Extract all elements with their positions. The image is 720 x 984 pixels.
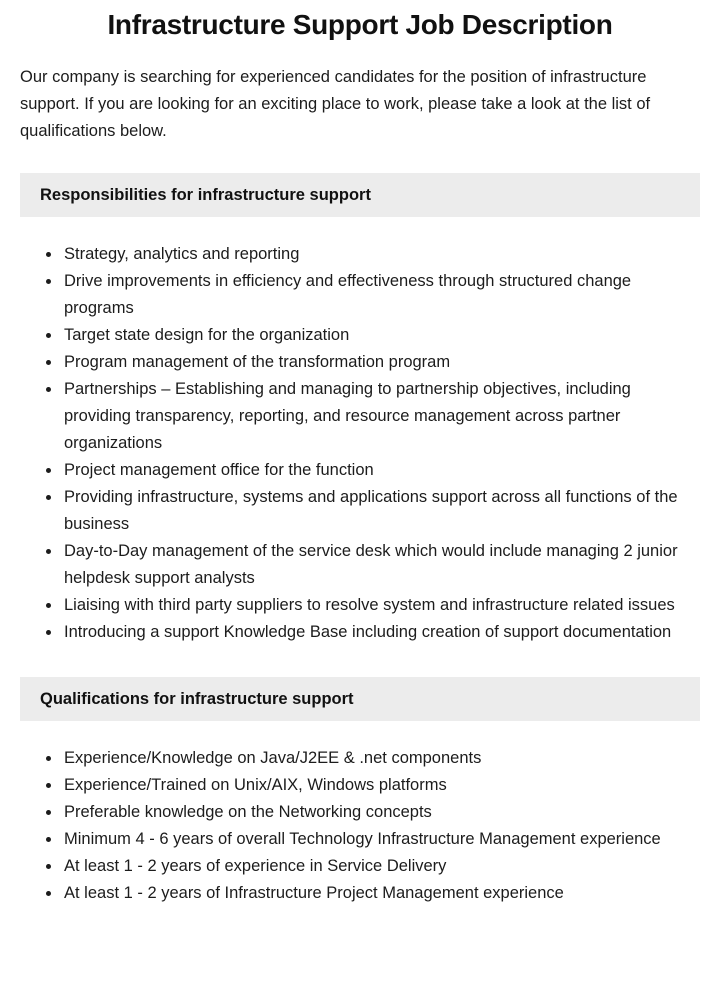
responsibility-item: • Program management of the transformation program [62, 349, 700, 376]
responsibilities-section [20, 173, 700, 646]
responsibility-item: • Project management office for the function [62, 457, 700, 484]
responsibilities-list [20, 241, 700, 646]
qualifications-section [20, 677, 700, 907]
responsibility-item: • Partnerships – Establishing and managing to partnership objectives, including providing transparency, reporting, and resource management across partner organizations [62, 376, 700, 457]
responsibility-item: • Drive improvements in efficiency and effectiveness through structured change programs [62, 268, 700, 322]
responsibilities-heading: Responsibilities for infrastructure support [20, 173, 700, 217]
qualification-item: • Preferable knowledge on the Networking concepts [62, 799, 700, 826]
responsibility-item: • Strategy, analytics and reporting [62, 241, 700, 268]
qualifications-heading: Qualifications for infrastructure support [20, 677, 700, 721]
responsibility-item: • Day-to-Day management of the service desk which would include managing 2 junior helpdesk support analysts [62, 538, 700, 592]
intro-paragraph: Our company is searching for experienced candidates for the position of infrastructure support. If you are looking for an exciting place to work, please take a look at the list of qualifications below. [20, 68, 651, 140]
responsibility-item: • Providing infrastructure, systems and applications support across all functions of the business [62, 484, 700, 538]
job-description-page [20, 8, 700, 907]
qualification-item: • At least 1 - 2 years of Infrastructure Project Management experience [62, 880, 700, 907]
qualification-item: • Minimum 4 - 6 years of overall Technology Infrastructure Management experience [62, 826, 700, 853]
responsibility-item: • Liaising with third party suppliers to resolve system and infrastructure related issues [62, 592, 700, 619]
page-title: Infrastructure Support Job Description [107, 9, 613, 40]
qualifications-list [20, 745, 700, 907]
responsibility-item: • Introducing a support Knowledge Base including creation of support documentation [62, 619, 700, 646]
qualification-item: • Experience/Trained on Unix/AIX, Windows platforms [62, 772, 700, 799]
qualification-item: • Experience/Knowledge on Java/J2EE & .net components [62, 745, 700, 772]
qualification-item: • At least 1 - 2 years of experience in Service Delivery [62, 853, 700, 880]
responsibility-item: • Target state design for the organization [62, 322, 700, 349]
